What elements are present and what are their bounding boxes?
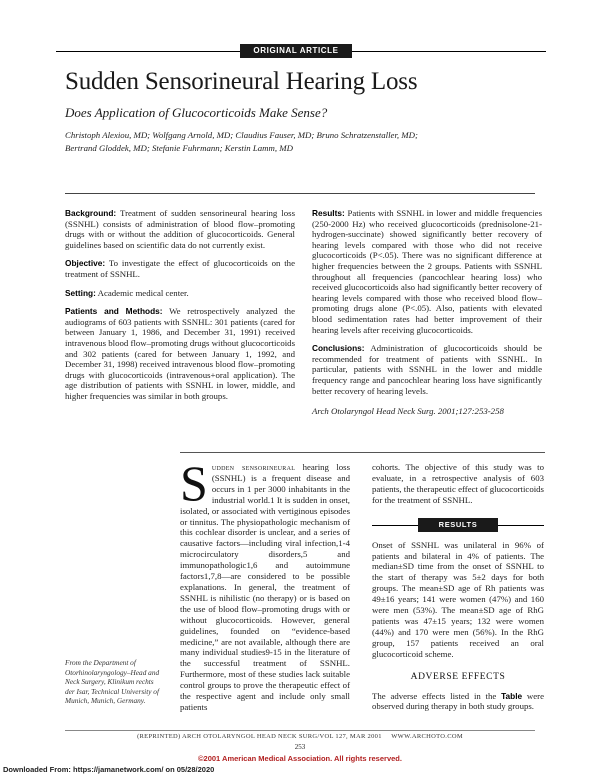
dropcap: S — [180, 455, 208, 511]
article-title: Sudden Sensorineural Hearing Loss — [65, 68, 418, 95]
abstract-right-column — [312, 208, 542, 417]
abstract-left-column — [65, 208, 295, 410]
abstract-label: Patients and Methods: — [65, 306, 163, 317]
results-paragraph: Onset of SSNHL was unilateral in 96% of patients and bilateral in 4% of patients. The median±SD time from the onset of SSNHL to the start of therapy was 5±2 days for both groups. The mean±SD age of Rh patients was 49±16 years; 141 were women (47%) and 160 were men (53%). The mean±SD age of RhG patients was 47±15 years; 132 were women (44%) and 170 were men (56%). In the RhG group, 157 patients received an oral glucocorticoid scheme. — [372, 539, 544, 659]
adverse-effects-heading: ADVERSE EFFECTS — [410, 671, 506, 682]
footer-rule — [65, 730, 535, 731]
article-type-badge: ORIGINAL ARTICLE — [240, 44, 352, 58]
body-top-rule — [180, 452, 545, 453]
abstract-setting: Setting: Academic medical center. — [65, 287, 189, 298]
author-line-2: Bertrand Gloddek, MD; Stefanie Fuhrmann; Kerstin Lamm, MD — [65, 142, 293, 153]
author-list — [65, 129, 535, 154]
abstract-top-rule — [65, 193, 535, 194]
citation: Arch Otolaryngol Head Neck Surg. 2001;127:253-258 — [312, 406, 504, 417]
abstract-label: Results: — [312, 208, 345, 218]
abstract-label: Conclusions: — [312, 343, 365, 354]
download-notice: Downloaded From: https://jamanetwork.com/ on 05/28/2020 — [3, 765, 215, 774]
abstract-conclusions: Conclusions: Administration of glucocorticoids should be recommended for treatment of patients with SSNHL. In particular, patients with SSNHL in the lower and middle frequency range and pancochlear hearing loss have significantly better recovery of hearing levels. — [312, 343, 542, 396]
article-subtitle: Does Application of Glucocorticoids Make Sense? — [65, 105, 328, 120]
abstract-patients-methods: Patients and Methods: We retrospectively analyzed the audiograms of 603 patients with SSNHL: 301 patients (cared for between January 1, 1986, and December 31, 1991) received intravenous blood flow–promoting drugs without glucocorticoids and 302 patients (cared for between January 1, 1992, and December 31, 1998) received intravenous blood flow–promoting drugs with glucocorticoids (intravenous+oral application). The age distribution of patients with SSNHL in lower, middle, and higher frequencies was similar in both groups. — [65, 306, 295, 401]
results-heading: RESULTS — [372, 518, 544, 532]
abstract-objective: Objective: To investigate the effect of glucocorticoids on the treatment of SSNHL. — [65, 258, 295, 279]
abstract-label: Objective: — [65, 258, 106, 269]
affiliation-note: From the Department of Otorhinolaryngology–Head and Neck Surgery, Klinikum rechts der Isar, Technical University of Munich, Munich, Germany. — [65, 658, 160, 705]
body-column-intro — [180, 455, 351, 713]
page-number: 253 — [294, 743, 306, 751]
intro-paragraph: Sudden sensorineural hearing loss (SSNHL) is a frequent disease and occurs in 1 per 3000 inhabitants in the industrial world.1 It is sudden in onset, isolated, or associated with vertiginous episodes or tinnitus. The physiopathologic mechanism of this cochlear disorder is unclear, and a series of causative factors—including viral infection,1-4 microcirculatory disorders,5 and immunopathologic1,6 and autoimmune factors1,7,8—are considered to be possible explanations. In general, the treatment of SSNHL is nihilistic (no therapy) or is based on the use of blood flow–promoting drugs with or without glucocorticoids. However, general guidelines, founded on “evidence-based medicine,” are not available, although there are many individual studies9-15 in the literature of the successful treatment of SSNHL. Furthermore, most of these studies lack suitable control groups to prove the therapeutic effect of the respective agent and include only small patients — [180, 455, 351, 712]
adverse-effects-paragraph: The adverse effects listed in the Table were observed during therapy in both study groups. — [372, 690, 544, 712]
author-line-1: Christoph Alexiou, MD; Wolfgang Arnold, MD; Claudius Fauser, MD; Bruno Schratzenstaller, MD; — [65, 130, 418, 140]
journal-footer: (REPRINTED) ARCH OTOLARYNGOL HEAD NECK SURG/VOL 127, MAR 2001 WWW.ARCHOTO.COM — [137, 733, 463, 740]
abstract-label: Setting: — [65, 287, 96, 298]
abstract-background: Background: Treatment of sudden sensorineural hearing loss (SSNHL) consists of administration of blood flow–promoting drugs with or without the addition of glucocorticoids. General guidelines based on scientific data do not currently exist. — [65, 208, 295, 250]
abstract-results: Results: Patients with SSNHL in lower and middle frequencies (250-2000 Hz) who received glucocorticoids (prednisolone-21-hydrogen-succinate) showed significantly better recovery of hearing levels compared with those who did not receive glucocorticoids (P<.05). There was no significant difference at higher frequencies between the 2 groups. Patients with SSNHL throughout all frequencies (pancochlear hearing loss) who received glucocorticoids also had significantly better recovery of hearing levels compared with those who received blood flow–promoting drugs alone (P<.05). Also, patients with elevated blood sedimentation rates had better improvement of their hearing levels after receiving glucocorticoids. — [312, 208, 542, 335]
copyright-notice: ©2001 American Medical Association. All rights reserved. — [198, 754, 402, 763]
table-reference[interactable]: Table — [501, 690, 523, 701]
objective-paragraph: cohorts. The objective of this study was to evaluate, in a retrospective analysis of 603 patients, the therapeutic effect of glucocorticoids for the treatment of SSNHL. — [372, 462, 544, 505]
abstract-label: Background: — [65, 208, 117, 218]
body-column-right — [372, 462, 544, 712]
